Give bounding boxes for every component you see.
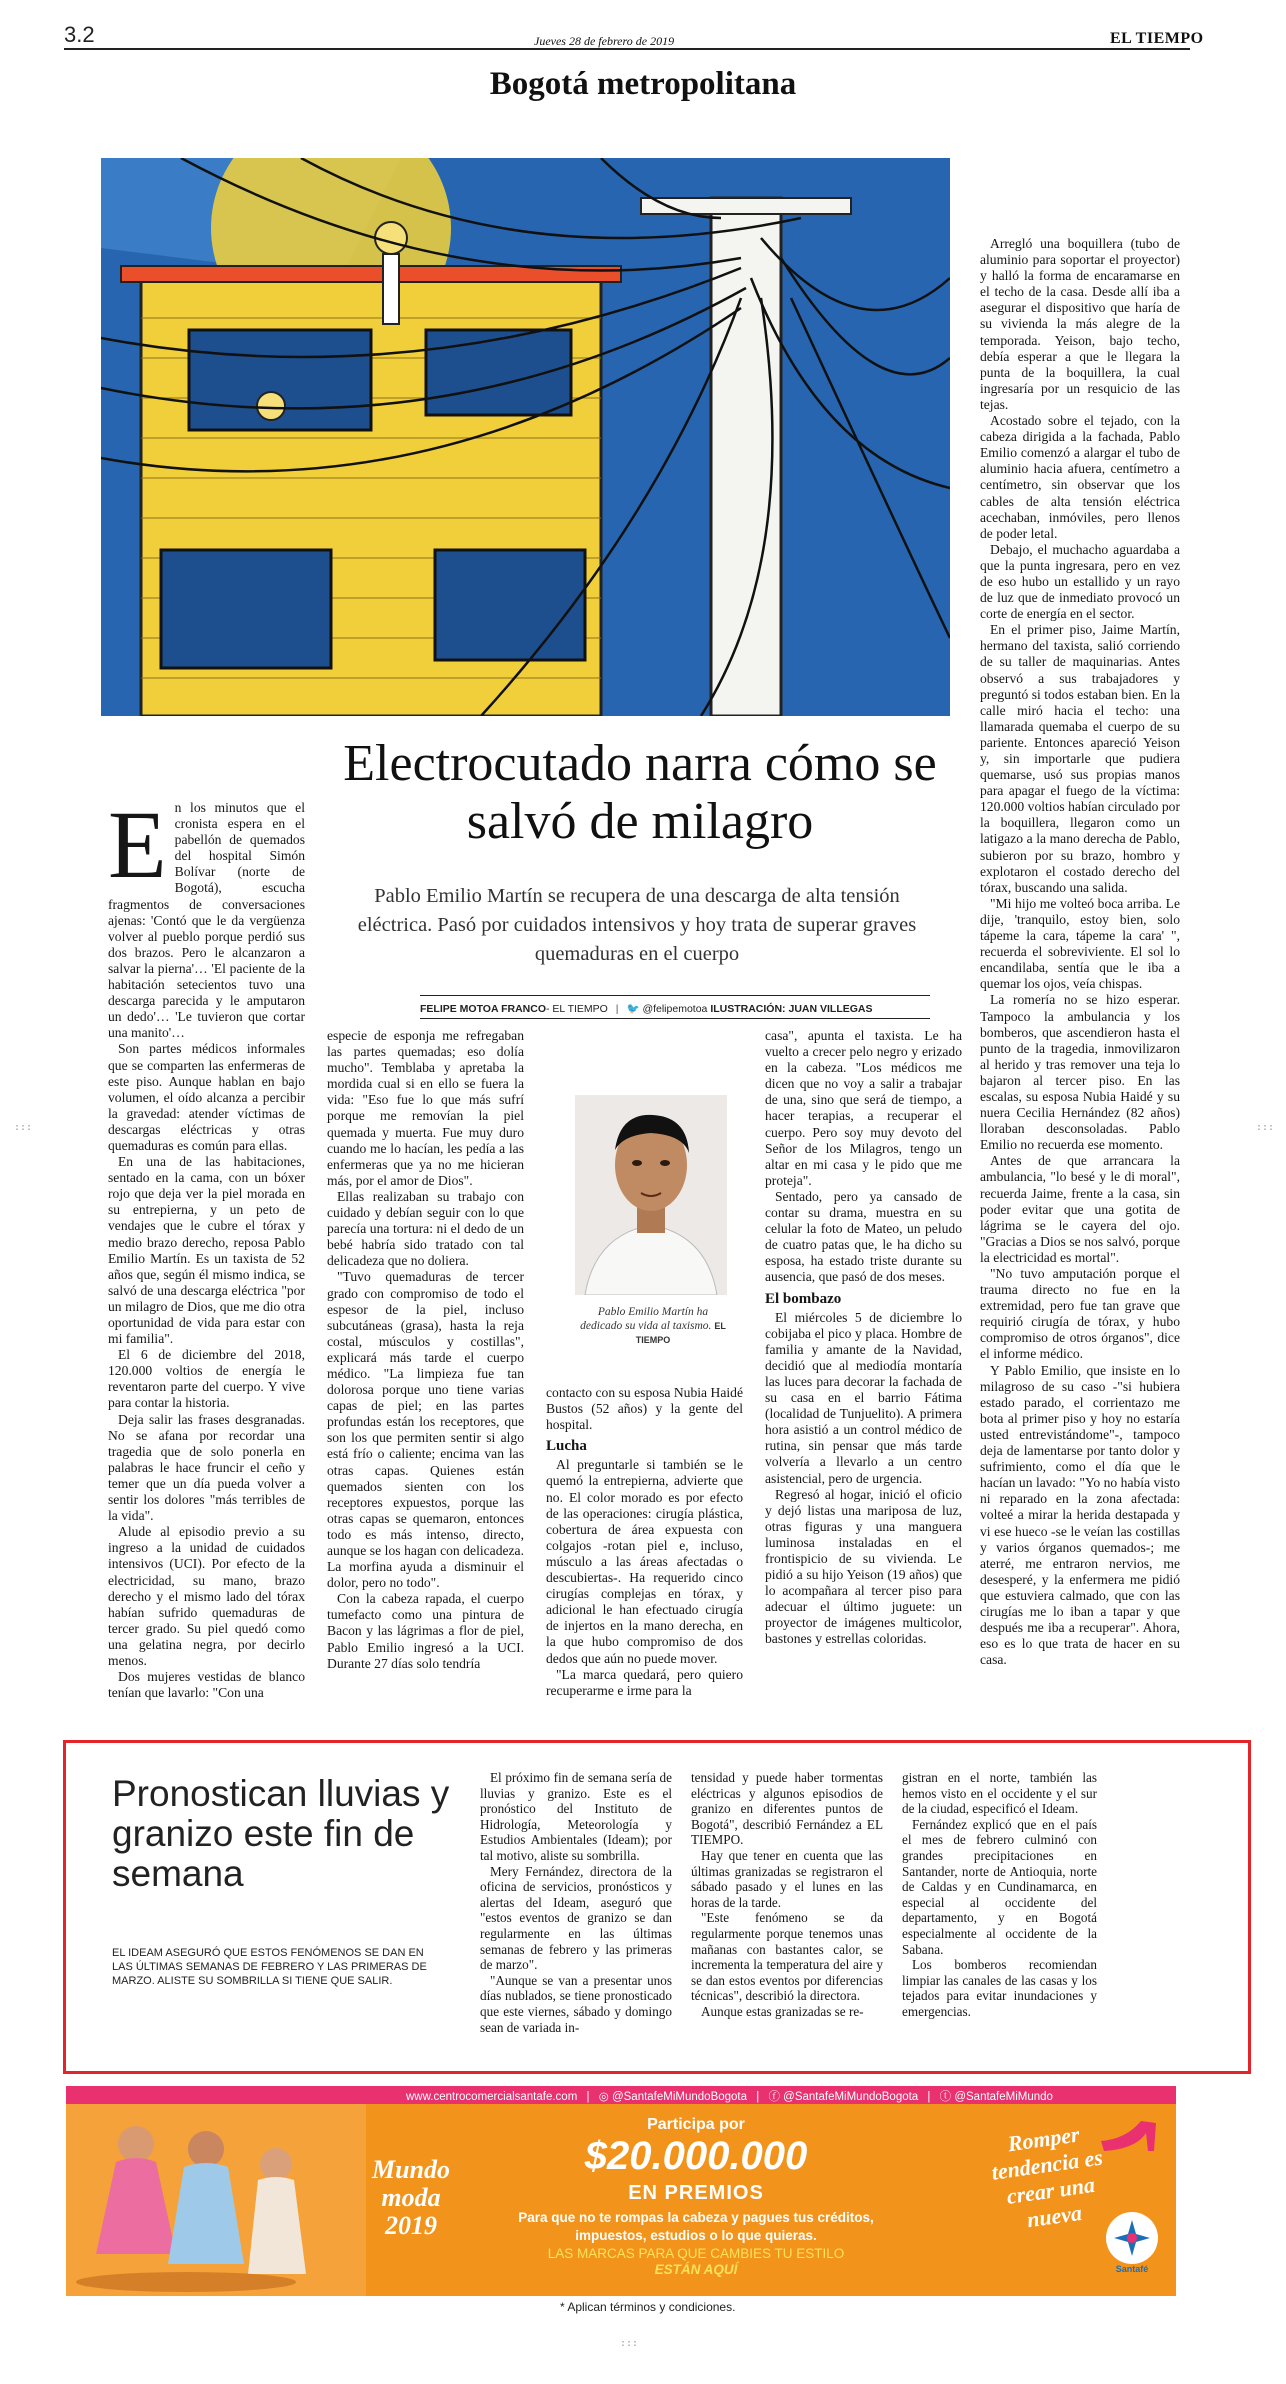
byline-author: FELIPE MOTOA FRANCO bbox=[420, 1003, 546, 1015]
paragraph: La romería no se hizo esperar. Tampoco la ambulancia y los bomberos, que ascendieron hasta el punto de la tragedia, inmovilizaron al herido y tras remover una teja lo bajaron al tercer piso. En las escalas, su esposa Nubia Haidé y su nuera Cecilia Hernández (82 años) lloraban desconsoladas. Pablo Emilio no recuerda ese momento. bbox=[980, 992, 1180, 1153]
paragraph: Aunque estas granizadas se re- bbox=[701, 2003, 864, 2019]
paragraph: n los minutos que el cronista espera en el pabellón de quemados del hospital Simón Bolívar (norte de Bogotá), escucha fragmentos de conversaciones ajenas: 'Contó que le da vergüenza volver al pueblo porque perdió sus dos brazos. Pero le alcanzaron a salvar la pierna'… 'El paciente de la habitación setecientos tuvo una descarga parecida y le amputaron un dedo'… 'Le tuvieron que cortar una manito'… bbox=[108, 800, 305, 1041]
page-number: 3.2 bbox=[64, 22, 95, 47]
portrait-image bbox=[575, 1095, 727, 1295]
paragraph: especie de esponja me refregaban las partes quemadas; eso dolía mucho". Temblaba y apretaba la mordida cual si en ello se fuera la vida: "Eso fue lo que más sufrí porque me removían la piel quemada y muerta. Fue muy duro cuando me lo hacían, les pedía a las enfermeras que ya no me hicieran más, por el amor de Dios". bbox=[327, 1028, 524, 1188]
paragraph: Son partes médicos informales que se comparten las enfermeras de este piso. Aunque hablan en bajo volumen, el oído alcanza a percibir la gravedad: atender víctimas de descargas eléctricas y otras quemaduras es común para ellas. bbox=[108, 1041, 305, 1153]
ad-prize-amount: $20.000.000 bbox=[584, 2134, 808, 2178]
issue-date: Jueves 28 de febrero de 2019 bbox=[534, 34, 675, 48]
paragraph: "Tuvo quemaduras de tercer grado con compromiso de todo el espesor de la piel, incluso subcutáneas (grasa), hasta la reja costal, músculos y costillas", explicará más tarde el cuerpo médico. "La limpieza fue tan dolorosa porque uno tiene varias capas de piel; en las partes profundas están los receptores, que son los que permiten sentir si algo está frío o caliente; encima van las otras capas. Quienes están quemados sienten con los receptores expuestos, porque las otras capas se quemaron, entonces todo es más intenso, directo, aunque se los hagan con delicadeza. La morfina ayuda a disminuir el dolor, pero no todo". bbox=[327, 1269, 524, 1591]
section-title: Bogotá metropolitana bbox=[489, 66, 797, 102]
paragraph: Fernández explicó que en el país el mes de febrero culminó con grandes precipitaciones en Santander, norte de Antioquia, norte de Caldas y en Cundinamarca, en especial al occidente del departamento, y en Bogotá especialmente al occidente de la Sabana. bbox=[902, 1816, 1097, 1957]
santafe-logo-icon bbox=[1106, 2212, 1158, 2264]
paragraph: Sentado, pero ya cansado de contar su drama, muestra en su celular la foto de Mateo, un peludo de cuatro patas que, le ha dicho su esposa, ha estado triste durante su ausencia, que pasó de dos meses. bbox=[765, 1188, 962, 1285]
ad-brand-script: Mundo moda 2019 bbox=[371, 2155, 451, 2240]
paragraph: gistran en el norte, también las hemos visto en el occidente y el sur de la ciudad, especificó el Ideam. bbox=[902, 1770, 1097, 1817]
paragraph: Arregló una boquillera (tubo de aluminio para soportar el proyector) y halló la forma de encaramarse en el techo de la casa. Desde allí iba a asegurar el dispositivo que haría de su vivienda la más alegre de la temporada. Yeison, bajo techo, debía esperar a que le llegara la punta de la boquillera, la cual ingresaría por un resquicio de las tejas. bbox=[980, 236, 1180, 412]
paragraph: casa", apunta el taxista. Le ha vuelto a crecer pelo negro y erizado en la cabeza. "Los médicos me dicen que no voy a salir a trabajar de una, sino que será de tiempo, a hacer terapias, a recuperar el cuerpo. Pero soy muy devoto del Señor de los Milagros, tengo un altar en mi casa y le pido que me proteja". bbox=[765, 1028, 962, 1188]
paragraph: Acostado sobre el tejado, con la cabeza dirigida a la fachada, Pablo Emilio comenzó a alargar el tubo de aluminio hacia afuera, centímetro a centímetro, sin observar que los cables de alta tensión eléctrica acechaban, inmóviles, pero llenos de poder letal. bbox=[980, 413, 1180, 541]
sidebar-title: Pronostican lluvias y granizo este fin de semana bbox=[112, 1773, 450, 1894]
paragraph: El 6 de diciembre del 2018, 120.000 voltios de energía le reventaron parte del cuerpo. Y vive para contar la historia. bbox=[108, 1347, 305, 1411]
ad-pitch-line-4: ESTÁN AQUÍ bbox=[654, 2262, 738, 2277]
paragraph: Debajo, el muchacho aguardaba a que la punta ingresara, pero en vez de eso hubo un estallido y un rayo de luz que de inmediato provocó un corte de energía en el sector. bbox=[980, 541, 1180, 622]
subhead-bombazo: El bombazo bbox=[765, 1290, 842, 1307]
ad-website: www.centrocomercialsantafe.com bbox=[406, 2091, 578, 2103]
paragraph: Antes de que arrancara la ambulancia, "lo besé y le di moral", recuerda Jaime, frente a la casa, sin poder evitar que una gotita de lágrima se le cayera del ojo. "Gracias a Dios se nos salvó, porque la electricidad es mortal". bbox=[980, 1153, 1180, 1265]
ad-social-2: @SantafeMiMundoBogota bbox=[783, 2091, 919, 2103]
article-column-1 bbox=[108, 800, 305, 1730]
paragraph: Al preguntarle si también se le quemó la entrepierna, advierte que no. El color morado es por efecto de las operaciones: cirugía plástica, cobertura de área expuesta con colgajos -rotan piel e, incluso, músculo a las áreas afectadas o descubiertas-. Ha requerido cinco cirugías complejas en tórax, y adicional le han efectuado cirugía de injertos en la mano derecha, en la que hubo compromiso de dos dedos que aún no puede mover. bbox=[546, 1457, 743, 1666]
paragraph: En el primer piso, Jaime Martín, hermano del taxista, salió corriendo de su taller de maquinarias. Antes observó a sus trabajadores y preguntó si todos estaban bien. En la calle miró hacia el techo: una llamarada quemaba el cuerpo de su pariente. Entonces apareció Yeison y, sin importarle que pudiera quemarse, usó sus propias manos para apagar el fuego de la víctima: 120.000 voltios habían circulado por la boquillera, llegaron como un latigazo a la mano derecha de Pablo, subieron por su brazo, hombro y explotaron el costado derecho del tórax, buscando una salida. bbox=[980, 622, 1180, 895]
caption-credit: EL TIEMPO bbox=[635, 1321, 726, 1345]
paragraph: Con la cabeza rapada, el cuerpo tumefacto como una pintura de Bacon y las lágrimas a flor de piel, Pablo Emilio ingresó a la UCI. Durante 27 días solo tendría bbox=[327, 1591, 524, 1671]
ad-pitch-line-1: Para que no te rompas la cabeza y pagues tus créditos, bbox=[518, 2210, 874, 2225]
subhead-lucha: Lucha bbox=[546, 1438, 587, 1455]
ad-pitch-line-2: impuestos, estudios o lo que quieras. bbox=[575, 2228, 817, 2243]
advertisement[interactable] bbox=[66, 2086, 1176, 2296]
paragraph: "Este fenómeno se da regularmente porque tenemos unas mañanas con bastantes calor, se incrementa la temperatura del aire y se dan estos eventos por diferencias técnicas", describió la directora. bbox=[691, 1910, 883, 2004]
masthead: EL TIEMPO bbox=[1110, 30, 1204, 47]
byline-twitter: @felipemotoa bbox=[642, 1003, 708, 1015]
byline-rule-top bbox=[420, 995, 930, 996]
paragraph: El próximo fin de semana sería de lluvias y granizo. Este es el pronóstico del Instituto de Hidrología, Meteorología y Estudios Ambientales (Ideam); por tal motivo, aliste su sombrilla. bbox=[480, 1770, 672, 1863]
paragraph: Deja salir las frases desgranadas. No se afana por recordar una tragedia que de solo ponerla en palabras le hace fruncir el ceño y temer que un día pueda volver a sentir los dolores "más terribles de la vida". bbox=[108, 1411, 305, 1524]
sidebar-column-3 bbox=[902, 1770, 1097, 2040]
caption-text: Pablo Emilio Martín ha dedicado su vida al taxismo. bbox=[580, 1306, 712, 1332]
twitter-icon: 🐦 bbox=[626, 1003, 640, 1015]
registration-mark-bottom: ::: bbox=[620, 2338, 639, 2349]
ad-prize-word: EN PREMIOS bbox=[628, 2182, 764, 2204]
ad-logo-text: Santafé bbox=[1115, 2264, 1149, 2274]
ad-social-3: @SantafeMiMundo bbox=[954, 2091, 1053, 2103]
paragraph: Regresó al hogar, inició el oficio y dejó listas una mariposa de luz, otras figuras y una manguera luminosa instaladas en el frontispicio de su vivienda. Le pidió a su hijo Yeison (19 años) que lo acompañara al tercer piso para adecuar el último juguete: un proyector de imágenes multicolor, bastones y estrellas coloridas. bbox=[765, 1486, 962, 1647]
paragraph: Ellas realizaban su trabajo con cuidado y debían seguir con lo que parecía una tortura: ni el dedo de un bebé habría sido tratado con tal delicadeza que no doliera. bbox=[327, 1188, 524, 1269]
paragraph: "Aunque se van a presentar unos días nublados, se tiene pronosticado que este viernes, sábado y domingo sean de variada in- bbox=[480, 1972, 672, 2035]
article-column-3 bbox=[546, 1385, 743, 1730]
article-column-5 bbox=[980, 236, 1180, 1730]
paragraph: El miércoles 5 de diciembre lo cobijaba el pico y placa. Hombre de familia y amante de la Navidad, decidió que al mediodía montaría las luces para decorar la fachada de su casa en el barrio Fátima (localidad de Tunjuelito). A primera hora asistió a un control médico de rutina, sin pensar que más tarde volvería a llevarlo a un centro asistencial, pero de urgencia. bbox=[765, 1309, 962, 1486]
ad-offer-intro: Participa por bbox=[647, 2116, 745, 2133]
sidebar-column-2 bbox=[691, 1770, 883, 2040]
instagram-icon: ◎ bbox=[598, 2091, 609, 2103]
registration-mark-right: ::: bbox=[1256, 1122, 1275, 1133]
portrait-photo bbox=[575, 1095, 727, 1295]
ad-social-bar: www.centrocomercialsantafe.com | ◎ @SantafeMiMundoBogota | ⓕ @SantafeMiMundoBogota | ⓣ @SantafeMiMundo bbox=[406, 2091, 1053, 2103]
ad-logo bbox=[1106, 2212, 1158, 2274]
byline: FELIPE MOTOA FRANCO- EL TIEMPO | 🐦 @felipemotoa ILUSTRACIÓN: JUAN VILLEGAS bbox=[420, 1003, 873, 1015]
paragraph: Hay que tener en cuenta que las últimas granizadas se registraron el sábado pasado y el lunes en las horas de la tarde. bbox=[691, 1847, 883, 1910]
paragraph: "La marca quedará, pero quiero recuperarme e irme para la bbox=[546, 1666, 743, 1698]
byline-illustration: ILUSTRACIÓN: JUAN VILLEGAS bbox=[710, 1003, 873, 1015]
ad-slogan: Romper tendencia es crear una nueva bbox=[990, 2121, 1105, 2233]
paragraph: contacto con su esposa Nubia Haidé Bustos (52 años) y la gente del hospital. bbox=[546, 1385, 743, 1433]
paragraph: Dos mujeres vestidas de blanco tenían que lavarlo: "Con una bbox=[108, 1669, 305, 1701]
byline-rule-bottom bbox=[420, 1018, 930, 1019]
article-illustration bbox=[101, 158, 950, 716]
ad-terms: * Aplican términos y condiciones. bbox=[560, 2300, 736, 2314]
paragraph: En una de las habitaciones, sentado en la cama, con un bóxer rojo que deja ver la piel morada en su entrepierna, y un peto de vendajes que le cubre el tórax y medio brazo derecho, reposa Pablo Emilio Martín. Es un taxista de 52 años que, según él mismo indica, se salvó de una descarga eléctrica "por un milagro de Dios, que me dio otra oportunidad de vida para estar con mi familia". bbox=[108, 1154, 305, 1347]
photo-caption bbox=[578, 1305, 728, 1347]
ad-social-1: @SantafeMiMundoBogota bbox=[611, 2091, 748, 2103]
registration-mark-left: ::: bbox=[14, 1122, 33, 1133]
facebook-icon: ⓕ bbox=[768, 2091, 780, 2103]
article-column-2 bbox=[327, 1028, 524, 1728]
twitter-icon: ⓣ bbox=[939, 2091, 952, 2103]
paragraph: Mery Fernández, directora de la oficina de servicios, pronósticos y alertas del Ideam, aseguró que "estos eventos de granizo se dan regularmente en las últimas semanas de febrero y las primeras de marzo". bbox=[480, 1863, 672, 1973]
paragraph: "Mi hijo me volteó boca arriba. Le dije, 'tranquilo, estoy bien, solo tápeme la cara, tápeme la cara' ", recuerda el sobreviviente. El sol lo encandilaba, sentía que le iba a quemar los ojos, veía chispas. bbox=[980, 895, 1180, 992]
article-headline: Electrocutado narra cómo se salvó de milagro bbox=[343, 735, 937, 850]
sidebar-summary: EL IDEAM ASEGURÓ QUE ESTOS FENÓMENOS SE DAN EN LAS ÚLTIMAS SEMANAS DE FEBRERO Y LAS PRIMERAS DE MARZO. ALISTE SU SOMBRILLA SI TIENE QUE SALIR. bbox=[112, 1947, 427, 1987]
dropcap: E bbox=[108, 800, 167, 898]
byline-outlet: - EL TIEMPO bbox=[546, 1003, 608, 1015]
article-column-4 bbox=[765, 1028, 962, 1730]
article-subheadline: Pablo Emilio Martín se recupera de una descarga de alta tensión eléctrica. Pasó por cuidados intensivos y hoy trata de superar graves quemaduras en el cuerpo bbox=[357, 885, 917, 965]
paragraph: Alude al episodio previo a su ingreso a la unidad de cuidados intensivos (UCI). Por efecto de la electricidad, su mano, brazo derecho y el mismo lado del tórax habían sufrido quemaduras de tercer grado. Su piel quedó como una gelatina negra, por decirlo menos. bbox=[108, 1524, 305, 1668]
sidebar-column-1 bbox=[480, 1770, 672, 2040]
ad-models-image bbox=[66, 2104, 366, 2296]
ad-pitch-line-3: LAS MARCAS PARA QUE CAMBIES TU ESTILO bbox=[547, 2246, 845, 2261]
electrocution-illustration bbox=[101, 158, 950, 716]
paragraph: Los bomberos recomiendan limpiar las canales de las casas y los tejados para evitar inundaciones y emergencias. bbox=[902, 1957, 1097, 2019]
paragraph: tensidad y puede haber tormentas eléctricas y algunos episodios de granizo en diferentes puntos de Bogotá", describió Fernández a EL TIEMPO. bbox=[691, 1770, 883, 1848]
paragraph: Y Pablo Emilio, que insiste en lo milagroso de su caso -"si hubiera estado parado, el corrientazo me bota al primer piso y hoy no estaría usted entrevistándome"-, tampoco deja de lamentarse por tanto dolor y sufrimiento, como el día que le hacían un lavado: "Yo no había visto ni reparado en la zona afectada: volteé a mirar la herida destapada y vi ese hueco -se le veían las costillas y varios órganos quemados-; me aterré, me entraron nervios, me desesperé, y la enfermera me pidió que estuviera calmado, que con las cirugías me lo iban a tapar y que después me iba a recuperar". Ahora, eso es lo que trata de hacer en su casa. bbox=[980, 1362, 1180, 1668]
paragraph: "No tuvo amputación porque el trauma directo no fue en la extremidad, pero fue tan grave que requirió cirugía de tórax, y hubo compromiso de otros órganos", dice el informe médico. bbox=[980, 1266, 1180, 1362]
